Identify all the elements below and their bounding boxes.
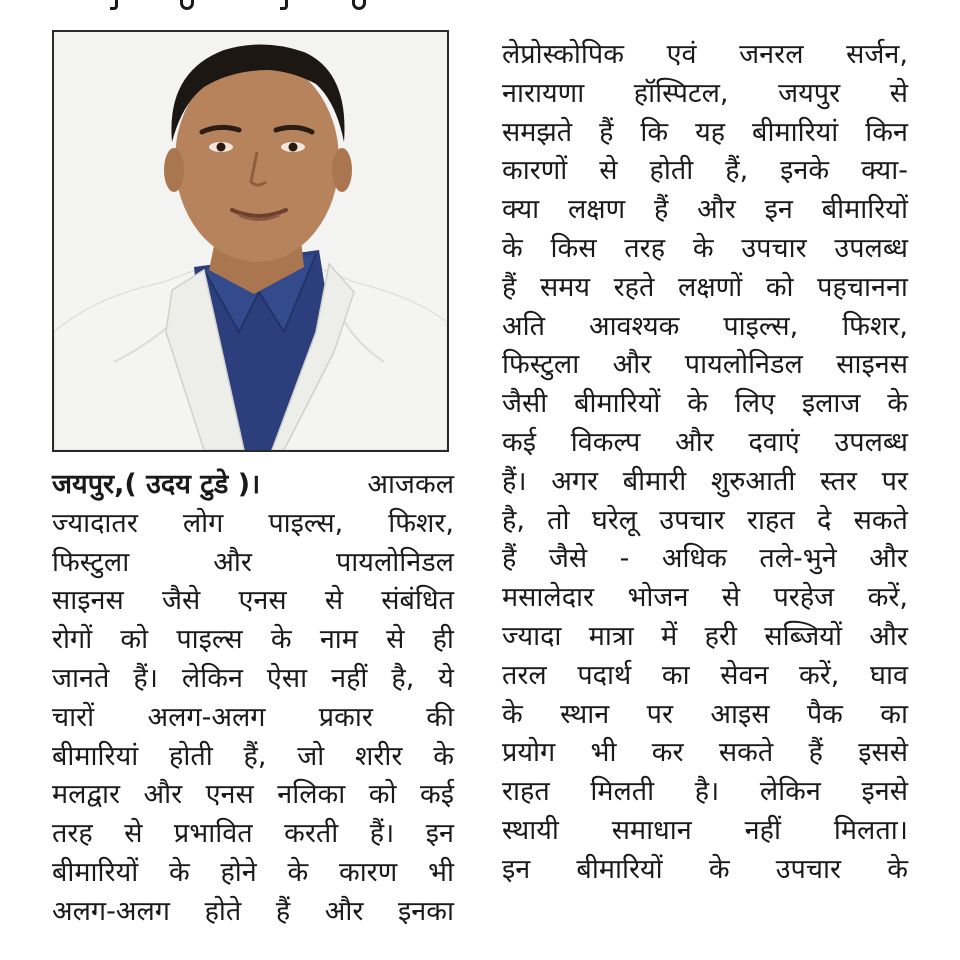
- word: के: [692, 232, 714, 264]
- word: का: [880, 698, 908, 730]
- word: विकल्प: [570, 426, 641, 458]
- word: सर्जन,: [846, 39, 908, 70]
- word: समाधान: [611, 814, 692, 846]
- article-line: [502, 75, 908, 114]
- word: तरह: [52, 818, 93, 850]
- word: और: [324, 895, 364, 927]
- word: अलग-अलग: [147, 701, 266, 733]
- word: हैं,: [725, 155, 749, 187]
- word: बीमारी: [622, 465, 687, 497]
- word: पायलोनिडल: [684, 349, 803, 381]
- word: सकते: [718, 737, 774, 769]
- word: और: [612, 349, 652, 381]
- word: कारणों: [502, 155, 568, 187]
- word: भी: [590, 737, 617, 769]
- word: साइनस: [836, 349, 908, 381]
- word: और: [143, 779, 183, 811]
- word: भी: [427, 856, 454, 888]
- article-line: [502, 773, 908, 812]
- word: आजकल: [367, 469, 454, 500]
- word: और: [213, 546, 252, 578]
- article-line: [52, 854, 454, 893]
- word: प्रयोग: [502, 737, 556, 769]
- word: जनरल: [739, 39, 804, 70]
- word: बीमारियां: [52, 740, 139, 772]
- word: घाव: [870, 659, 908, 691]
- article-line: [502, 191, 908, 230]
- word: हैं।: [133, 662, 158, 694]
- article-line: [52, 893, 454, 932]
- article-line: [502, 424, 908, 463]
- word: यह: [695, 116, 726, 148]
- word: इन: [502, 853, 531, 885]
- word: पाइल्स,: [723, 310, 799, 342]
- article-line: [502, 152, 908, 191]
- word: आइस: [710, 698, 770, 730]
- word: सेवन: [720, 659, 769, 691]
- word: हैं: [502, 271, 517, 303]
- article-line: [502, 385, 908, 424]
- article-line: [502, 230, 908, 269]
- word: करें,: [867, 582, 908, 614]
- doctor-photo: [52, 30, 449, 452]
- word: लेप्रोस्कोपिक: [502, 39, 624, 70]
- word: अधिक: [661, 543, 727, 575]
- word: पर: [881, 465, 908, 497]
- word: एनस: [205, 779, 254, 811]
- word: के: [433, 740, 454, 772]
- word: से: [324, 585, 344, 617]
- article-line: [502, 851, 908, 890]
- article-line: [502, 657, 908, 696]
- word: तरह: [624, 232, 666, 264]
- word: हैं: [808, 737, 823, 769]
- article-line: [52, 621, 454, 660]
- word: के: [887, 388, 908, 420]
- word: शरीर: [354, 740, 403, 772]
- article-dateline: जयपुर,( उदय टुडे )।: [52, 469, 261, 500]
- article-line: [502, 36, 908, 75]
- word: इससे: [858, 737, 908, 769]
- word: उपचार: [775, 853, 842, 885]
- word: ही: [432, 624, 454, 656]
- article-line: [502, 463, 908, 502]
- word: मसालेदार: [502, 582, 595, 614]
- word: मिलती: [590, 776, 655, 808]
- word: नहीं: [331, 662, 368, 694]
- word: बीमारियों: [821, 194, 908, 226]
- word: की: [426, 701, 454, 733]
- word: को: [120, 624, 149, 656]
- article-line: [52, 544, 454, 583]
- article-line: [52, 505, 454, 544]
- word: हैं।: [369, 818, 395, 850]
- word: होती: [169, 740, 213, 772]
- word: हैं: [653, 194, 669, 226]
- word: क्या: [502, 194, 540, 226]
- word: के: [887, 853, 908, 885]
- word: ज्यादा: [502, 620, 562, 652]
- word: लेकिन: [759, 776, 821, 808]
- word: जैसे: [161, 585, 201, 617]
- word: और: [675, 426, 714, 458]
- article-line: [52, 466, 454, 505]
- word: प्रकार: [318, 701, 373, 733]
- article-line: [502, 308, 908, 347]
- word: अगर: [551, 465, 599, 497]
- word: प्रभावित: [173, 818, 253, 850]
- article-column-left: [52, 466, 454, 932]
- word: पहचानना: [817, 271, 908, 303]
- word: के: [687, 388, 708, 420]
- word: राहत: [746, 504, 795, 536]
- word: राहत: [502, 776, 550, 808]
- word: पर: [646, 698, 674, 730]
- word: इन: [425, 818, 454, 850]
- word: ऐसा: [266, 662, 308, 694]
- word: एनस: [238, 585, 287, 617]
- word: समय: [539, 271, 591, 303]
- word: स्थान: [560, 698, 610, 730]
- word: हैं।: [502, 465, 527, 497]
- article-line: [52, 815, 454, 854]
- word: क्या-: [861, 155, 908, 187]
- headline-fragment-clipped: [0, 0, 960, 14]
- word: के: [708, 853, 730, 885]
- word: हॉस्पिटल,: [633, 77, 729, 109]
- word: मिलता।: [833, 814, 908, 846]
- word: कर: [651, 737, 684, 769]
- article-line: [52, 738, 454, 777]
- word: साइनस: [52, 585, 124, 617]
- article-line: [502, 618, 908, 657]
- word: चारों: [52, 701, 95, 733]
- word: -: [619, 543, 630, 575]
- word: होने: [220, 856, 257, 888]
- word: कि: [640, 116, 669, 148]
- word: रहते: [613, 271, 655, 303]
- word: सकते: [853, 504, 908, 536]
- doctor-portrait-image: [54, 32, 447, 450]
- word: समझते: [502, 116, 573, 148]
- word: पाइल्स,: [268, 507, 344, 539]
- word: के: [287, 856, 309, 888]
- word: फिस्टुला: [52, 546, 130, 578]
- word: फिशर,: [842, 310, 908, 342]
- word: बीमारियों: [52, 856, 139, 888]
- article-line: [502, 579, 908, 618]
- word: फिशर,: [388, 507, 454, 539]
- word: के: [270, 624, 292, 656]
- word: जो: [297, 740, 325, 772]
- word: का: [661, 659, 690, 691]
- word: दवाएं: [748, 426, 800, 458]
- word: हैं: [275, 895, 291, 927]
- word: इनका: [398, 895, 454, 927]
- word: को: [765, 271, 794, 303]
- word: बीमारियों: [574, 388, 661, 420]
- word: परहेज: [773, 582, 835, 614]
- article-line: [502, 734, 908, 773]
- article-line: [502, 502, 908, 541]
- word: अति: [502, 310, 546, 342]
- word: एवं: [666, 39, 697, 70]
- word: करें,: [799, 659, 840, 691]
- word: हरी: [704, 620, 737, 652]
- article-line: [502, 540, 908, 579]
- word: है।: [694, 776, 720, 808]
- word: मात्रा: [588, 620, 634, 652]
- article-line: [52, 660, 454, 699]
- article-line: [502, 346, 908, 385]
- article-line: [52, 776, 454, 815]
- word: उपलब्ध: [834, 232, 908, 264]
- word: इनके: [780, 155, 830, 187]
- word: नाम: [319, 624, 358, 656]
- word: हैं: [502, 543, 517, 575]
- word: मलद्वार: [52, 779, 121, 811]
- article-line: [502, 114, 908, 153]
- word: के: [168, 856, 190, 888]
- word: तो: [547, 504, 570, 536]
- word: पदार्थ: [577, 659, 632, 691]
- word: है,: [391, 662, 415, 694]
- word: किस: [550, 232, 597, 264]
- article-line: [502, 269, 908, 308]
- word: लक्षणों: [678, 271, 743, 303]
- word: रोगों: [52, 624, 93, 656]
- article-line: [52, 699, 454, 738]
- word: लोग: [182, 507, 224, 539]
- word: बीमारियों: [576, 853, 663, 885]
- word: अलग-अलग: [52, 895, 171, 927]
- word: और: [869, 620, 908, 652]
- word: से: [386, 624, 405, 656]
- word: जयपुर: [778, 77, 841, 109]
- word: से: [889, 77, 908, 109]
- word: पायलोनिडल: [335, 546, 454, 578]
- word: सब्जियों: [764, 620, 842, 652]
- word: नारायणा: [502, 77, 585, 109]
- word: घरेलू: [591, 504, 638, 536]
- word: से: [721, 582, 741, 614]
- word: तरल: [502, 659, 547, 691]
- word: से: [124, 818, 143, 850]
- word: होते: [204, 895, 242, 927]
- word: उपलब्ध: [834, 426, 908, 458]
- word: संबंधित: [381, 585, 454, 617]
- word: शुरुआती: [710, 465, 796, 497]
- word: कई: [419, 779, 454, 811]
- word: लेकिन: [181, 662, 243, 694]
- word: भोजन: [627, 582, 689, 614]
- word: कारण: [338, 856, 398, 888]
- word: इन: [764, 194, 793, 226]
- word: को: [368, 779, 397, 811]
- word: हैं: [599, 116, 614, 148]
- word: और: [869, 543, 908, 575]
- word: इलाज: [801, 388, 861, 420]
- word: पाइल्स: [176, 624, 243, 656]
- word: कई: [502, 426, 536, 458]
- word: तले-भुने: [759, 543, 837, 575]
- word: किन: [865, 116, 908, 148]
- word: इनसे: [861, 776, 908, 808]
- word: आवश्यक: [588, 310, 680, 342]
- article-line: [502, 696, 908, 735]
- word: फिस्टुला: [502, 349, 580, 381]
- word: उपचार: [659, 504, 725, 536]
- article-line: [502, 812, 908, 851]
- word: जानते: [52, 662, 110, 694]
- word: पैक: [806, 698, 843, 730]
- word: के: [502, 232, 523, 264]
- article-line: [52, 582, 454, 621]
- word: स्थायी: [502, 814, 559, 846]
- word: और: [697, 194, 736, 226]
- word: बीमारियां: [752, 116, 839, 148]
- word: जैसी: [502, 388, 548, 420]
- article-column-right: [502, 36, 908, 890]
- word: हैं,: [243, 740, 267, 772]
- word: नलिका: [277, 779, 346, 811]
- word: लिए: [734, 388, 775, 420]
- word: के: [502, 698, 523, 730]
- word: लक्षण: [567, 194, 626, 226]
- word: दे: [816, 504, 832, 536]
- word: ज्यादातर: [52, 507, 138, 539]
- word: स्तर: [820, 465, 857, 497]
- word: करती: [284, 818, 339, 850]
- word: है,: [502, 504, 525, 536]
- word: में: [661, 620, 678, 652]
- word: नहीं: [744, 814, 781, 846]
- word: होती: [649, 155, 694, 187]
- word: उपचार: [741, 232, 807, 264]
- word: जैसे: [548, 543, 588, 575]
- word: ये: [438, 662, 454, 694]
- word: से: [599, 155, 618, 187]
